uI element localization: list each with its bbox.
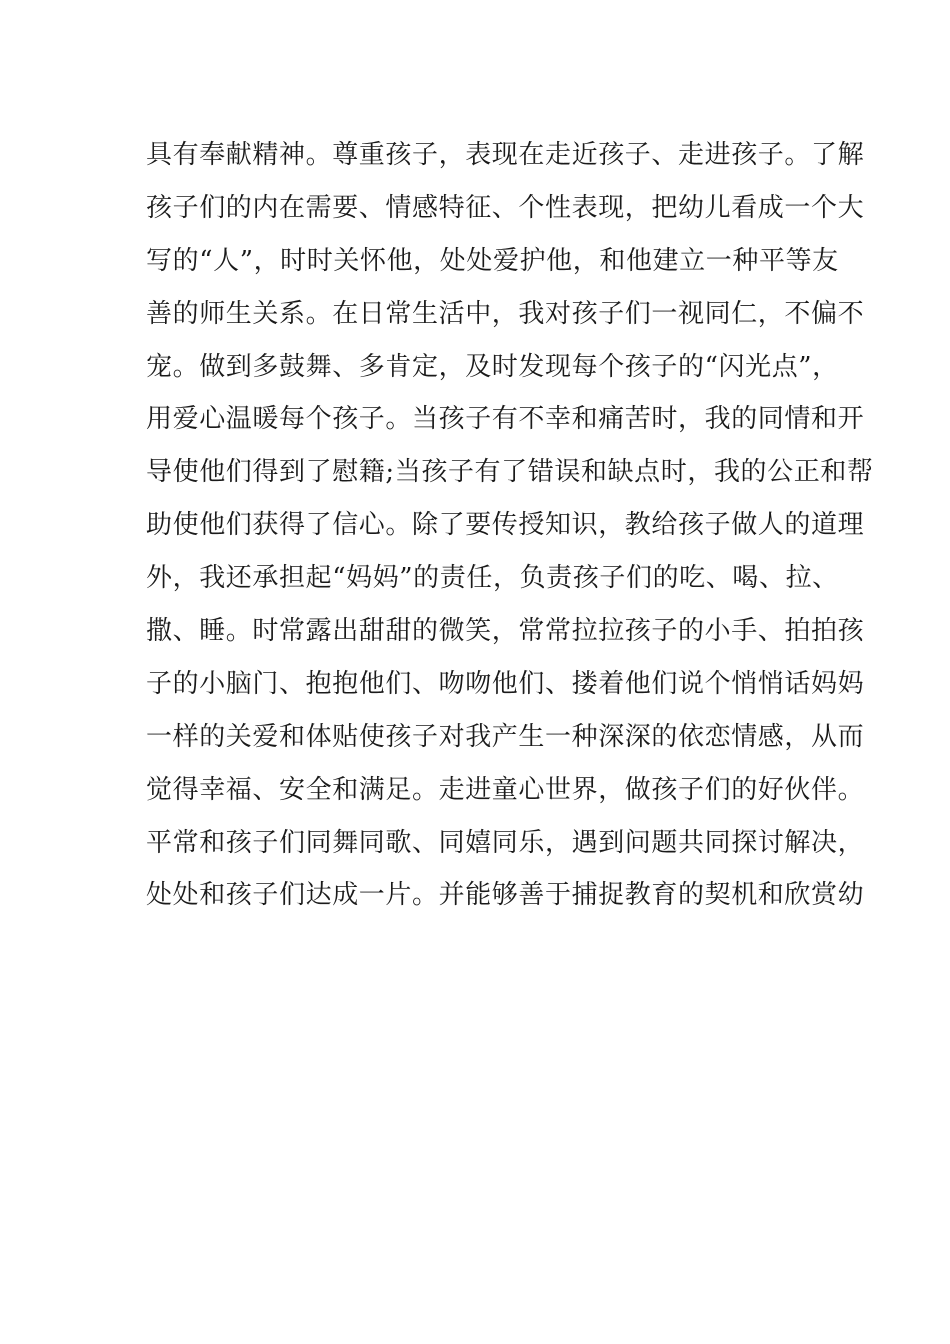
text-line: 写的“人”，时时关怀他，处处爱护他，和他建立一种平等友	[146, 245, 839, 276]
text-line: 宠。做到多鼓舞、多肯定，及时发现每个孩子的“闪光点”，	[146, 351, 839, 382]
text-line: 用爱心温暖每个孩子。当孩子有不幸和痛苦时，我的同情和开	[146, 404, 865, 435]
text-line: 处处和孩子们达成一片。并能够善于捕捉教育的契机和欣赏幼	[146, 880, 865, 911]
text-line: 觉得幸福、安全和满足。走进童心世界，做孩子们的好伙伴。	[146, 774, 865, 805]
text-line: 外，我还承担起“妈妈”的责任，负责孩子们的吃、喝、拉、	[146, 563, 839, 594]
text-line: 撒、睡。时常露出甜甜的微笑，常常拉拉孩子的小手、拍拍孩	[146, 616, 865, 647]
text-line: 导使他们得到了慰籍;当孩子有了错误和缺点时，我的公正和帮	[146, 457, 874, 488]
text-line: 善的师生关系。在日常生活中，我对孩子们一视同仁，不偏不	[146, 298, 865, 329]
text-line: 孩子们的内在需要、情感特征、个性表现，把幼儿看成一个大	[146, 192, 865, 223]
body-paragraph	[146, 134, 874, 927]
text-line: 具有奉献精神。尊重孩子，表现在走近孩子、走进孩子。了解	[146, 140, 865, 170]
text-line: 子的小脑门、抱抱他们、吻吻他们、搂着他们说个悄悄话妈妈	[146, 668, 865, 699]
text-line: 助使他们获得了信心。除了要传授知识，教给孩子做人的道理	[146, 510, 865, 541]
text-line: 一样的关爱和体贴使孩子对我产生一种深深的依恋情感，从而	[146, 721, 865, 752]
text-line: 平常和孩子们同舞同歌、同嬉同乐，遇到问题共同探讨解决，	[146, 827, 865, 858]
